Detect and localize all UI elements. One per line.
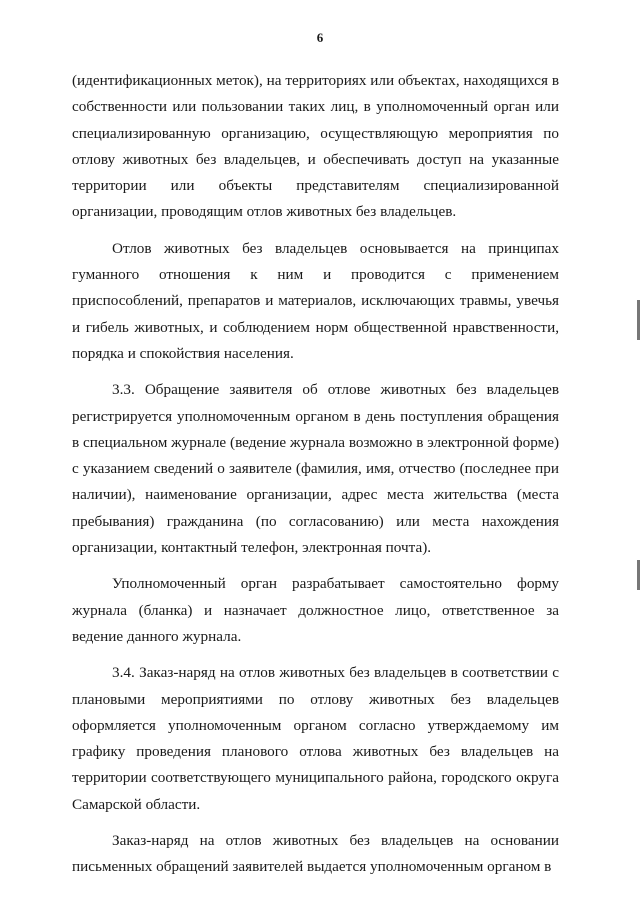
paragraph-3: 3.3. Обращение заявителя об отлове животных без владельцев регистрируется уполномоченным органом в день поступления обращения в специальном журнале (ведение журнала возможно в электронной форме) с указанием сведений о заявителе (фамилия, имя, отчество (последнее при наличии), наименование организации, адрес места жительства (места пребывания) гражданина (по согласованию) или места нахождения организации, контактный телефон, электронная почта). — [72, 381, 559, 557]
document-body — [72, 68, 559, 891]
paragraph-4: Уполномоченный орган разрабатывает самостоятельно форму журнала (бланка) и назначает должностное лицо, ответственное за ведение данного журнала. — [72, 575, 559, 645]
paragraph-1: (идентификационных меток), на территориях или объектах, находящихся в собственности или пользовании таких лиц, в уполномоченный орган или специализированную организацию, осуществляющую мероприятия по отлову животных без владельцев, и обеспечивать доступ на указанные территории или объекты представителям специализированной организации, проводящим отлов животных без владельцев. — [72, 72, 559, 221]
paragraph-2: Отлов животных без владельцев основывается на принципах гуманного отношения к ним и проводится с применением приспособлений, препаратов и материалов, исключающих травмы, увечья и гибель животных, и соблюдением норм общественной нравственности, порядка и спокойствия населения. — [72, 239, 559, 362]
page-number: 6 — [316, 30, 324, 45]
paragraph-6: Заказ-наряд на отлов животных без владельцев на основании письменных обращений заявителей выдается уполномоченным органом в — [72, 832, 559, 876]
paragraph-5: 3.4. Заказ-наряд на отлов животных без владельцев в соответствии с плановыми мероприятиями по отлову животных без владельцев оформляется уполномоченным органом согласно утверждаемому им графику проведения планового отлова животных без владельцев на территории соответствующего муниципального района, городского округа Самарской области. — [72, 664, 559, 813]
